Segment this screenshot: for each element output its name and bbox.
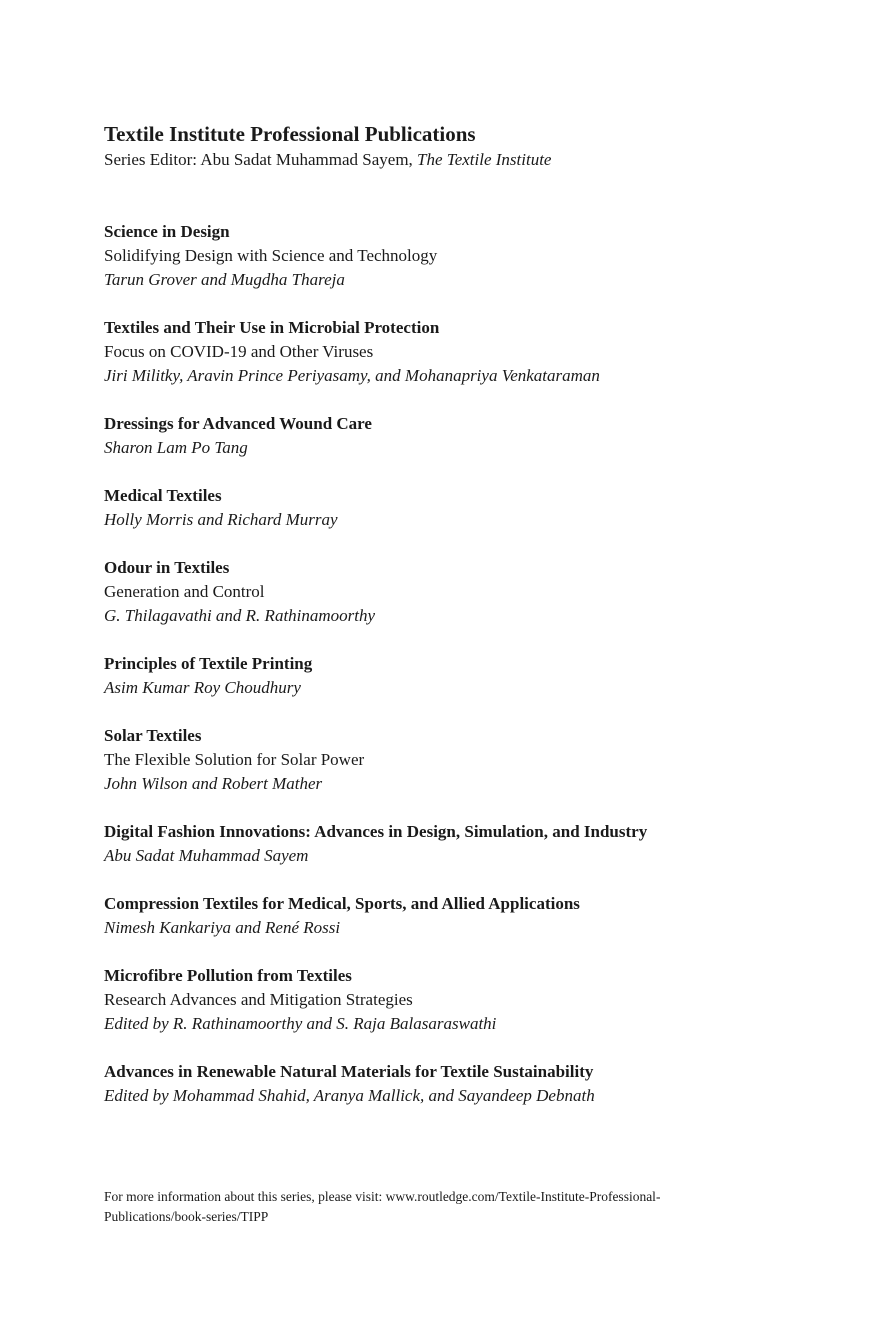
book-subtitle: Solidifying Design with Science and Technology [104, 246, 438, 265]
series-editor-affiliation: The Textile Institute [417, 150, 552, 169]
series-info-footer [104, 1187, 784, 1227]
book-entry [104, 484, 804, 532]
book-authors: John Wilson and Robert Mather [104, 774, 323, 793]
book-entry [104, 556, 804, 628]
book-title: Textiles and Their Use in Microbial Protection [104, 318, 440, 337]
series-page [104, 120, 804, 1132]
book-title: Dressings for Advanced Wound Care [104, 414, 372, 433]
book-entry [104, 892, 804, 940]
book-authors: Asim Kumar Roy Choudhury [104, 678, 301, 697]
footer-line-2: Publications/book-series/TIPP [104, 1209, 269, 1224]
book-title: Solar Textiles [104, 726, 202, 745]
book-entry [104, 964, 804, 1036]
book-subtitle: The Flexible Solution for Solar Power [104, 750, 365, 769]
series-editor [104, 148, 804, 172]
book-entry [104, 412, 804, 460]
book-authors: Abu Sadat Muhammad Sayem [104, 846, 309, 865]
book-entry [104, 316, 804, 388]
book-authors: Edited by Mohammad Shahid, Aranya Mallick, and Sayandeep Debnath [104, 1086, 595, 1105]
book-entry [104, 652, 804, 700]
book-subtitle: Generation and Control [104, 582, 265, 601]
series-title: Textile Institute Professional Publications [104, 122, 476, 146]
book-title: Odour in Textiles [104, 558, 230, 577]
book-authors: Holly Morris and Richard Murray [104, 510, 338, 529]
book-list [104, 220, 804, 1108]
book-subtitle: Focus on COVID-19 and Other Viruses [104, 342, 374, 361]
book-entry [104, 1060, 804, 1108]
book-authors: G. Thilagavathi and R. Rathinamoorthy [104, 606, 376, 625]
book-authors: Sharon Lam Po Tang [104, 438, 248, 457]
book-subtitle: Research Advances and Mitigation Strategies [104, 990, 413, 1009]
book-authors: Edited by R. Rathinamoorthy and S. Raja Balasaraswathi [104, 1014, 497, 1033]
series-editor-name: Series Editor: Abu Sadat Muhammad Sayem, [104, 150, 418, 169]
book-entry [104, 724, 804, 796]
book-title: Medical Textiles [104, 486, 222, 505]
book-entry [104, 820, 804, 868]
book-authors: Jiri Militky, Aravin Prince Periyasamy, and Mohanapriya Venkataraman [104, 366, 600, 385]
book-authors: Tarun Grover and Mugdha Thareja [104, 270, 345, 289]
book-entry [104, 220, 804, 292]
book-authors: Nimesh Kankariya and René Rossi [104, 918, 341, 937]
book-title: Principles of Textile Printing [104, 654, 313, 673]
book-title: Microfibre Pollution from Textiles [104, 966, 352, 985]
footer-line-1: For more information about this series, please visit: www.routledge.com/Textile-Institute-Professional- [104, 1189, 661, 1204]
book-title: Compression Textiles for Medical, Sports, and Allied Applications [104, 894, 580, 913]
book-title: Science in Design [104, 222, 230, 241]
book-title: Digital Fashion Innovations: Advances in Design, Simulation, and Industry [104, 822, 648, 841]
book-title: Advances in Renewable Natural Materials for Textile Sustainability [104, 1062, 594, 1081]
